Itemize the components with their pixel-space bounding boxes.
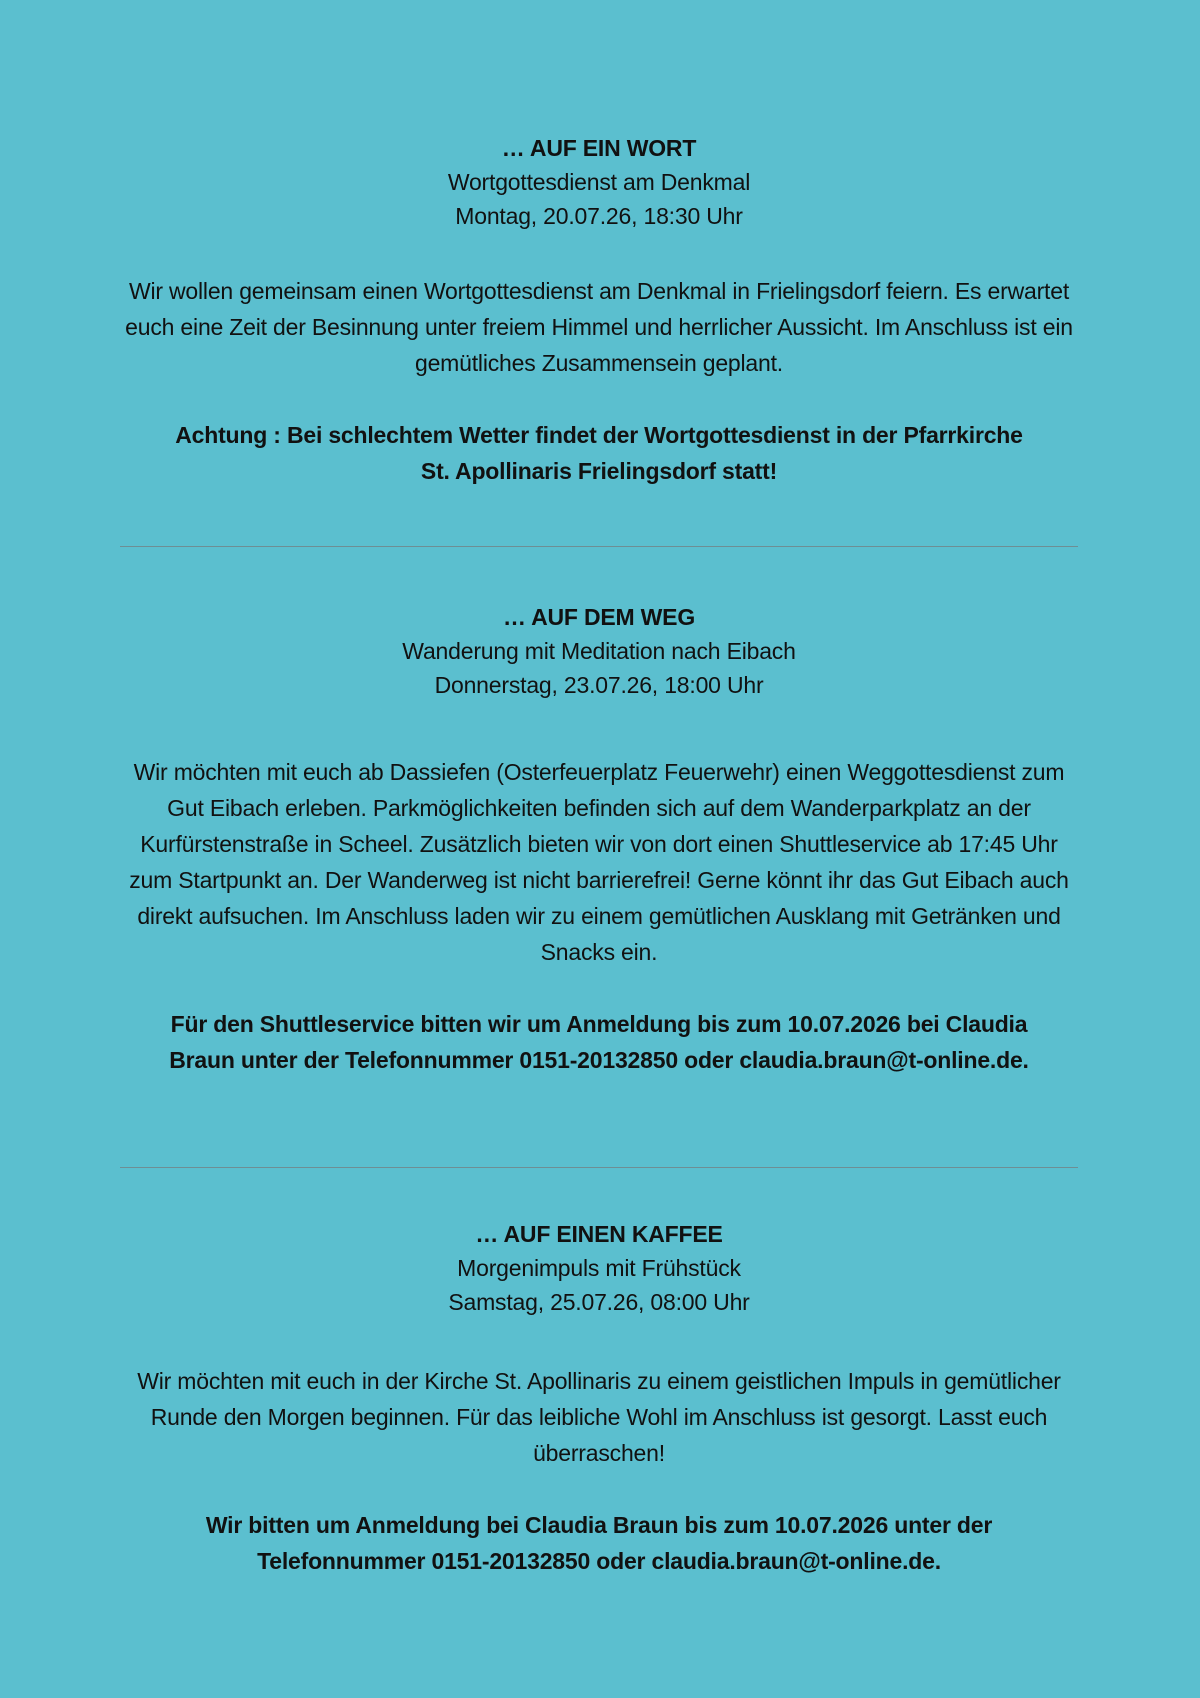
event-date: Donnerstag, 23.07.26, 18:00 Uhr bbox=[434, 672, 764, 698]
section-divider bbox=[120, 1167, 1078, 1168]
event-section-auf-ein-wort bbox=[120, 131, 1078, 489]
event-title: … AUF DEM WEG bbox=[502, 604, 696, 630]
event-section-auf-dem-weg bbox=[120, 600, 1078, 1078]
event-description: Wir wollen gemeinsam einen Wortgottesdienst am Denkmal in Frielingsdorf feiern. Es erwartet euch eine Zeit der Besinnung unter freiem Himmel und herrlicher Aussicht. Im Anschluss ist ein gemütliches Zusammensein geplant. bbox=[125, 278, 1073, 376]
event-date: Montag, 20.07.26, 18:30 Uhr bbox=[455, 203, 743, 229]
event-registration-notice: Für den Shuttleservice bitten wir um Anmeldung bis zum 10.07.2026 bei Claudia Braun unter der Telefonnummer 0151-20132850 oder claudia.braun@t-online.de. bbox=[169, 1011, 1029, 1073]
event-date: Samstag, 25.07.26, 08:00 Uhr bbox=[448, 1289, 750, 1315]
event-title: … AUF EINEN KAFFEE bbox=[475, 1221, 723, 1247]
event-registration-notice: Wir bitten um Anmeldung bei Claudia Braun bis zum 10.07.2026 unter der Telefonnummer 0151-20132850 oder claudia.braun@t-online.de. bbox=[205, 1512, 993, 1574]
event-subtitle: Morgenimpuls mit Frühstück bbox=[457, 1255, 741, 1281]
event-notice: Achtung : Bei schlechtem Wetter findet der Wortgottesdienst in der Pfarrkirche St. Apollinaris Frielingsdorf statt! bbox=[175, 422, 1023, 484]
section-divider bbox=[120, 546, 1078, 547]
event-description: Wir möchten mit euch ab Dassiefen (Osterfeuerplatz Feuerwehr) einen Weggottesdienst zum Gut Eibach erleben. Parkmöglichkeiten befinden sich auf dem Wanderparkplatz an der Kurfürstenstraße in Scheel. Zusätzlich bieten wir von dort einen Shuttleservice ab 17:45 Uhr zum Startpunkt an. Der Wanderweg ist nicht barrierefrei! Gerne könnt ihr das Gut Eibach auch direkt aufsuchen. Im Anschluss laden wir zu einem gemütlichen Ausklang mit Getränken und Snacks ein. bbox=[129, 759, 1069, 965]
event-section-auf-einen-kaffee bbox=[120, 1217, 1078, 1579]
event-subtitle: Wanderung mit Meditation nach Eibach bbox=[402, 638, 796, 664]
event-title: … AUF EIN WORT bbox=[501, 135, 697, 161]
event-description: Wir möchten mit euch in der Kirche St. Apollinaris zu einem geistlichen Impuls in gemütlicher Runde den Morgen beginnen. Für das leibliche Wohl im Anschluss ist gesorgt. Lasst euch überraschen! bbox=[137, 1368, 1061, 1466]
event-subtitle: Wortgottesdienst am Denkmal bbox=[447, 169, 751, 195]
